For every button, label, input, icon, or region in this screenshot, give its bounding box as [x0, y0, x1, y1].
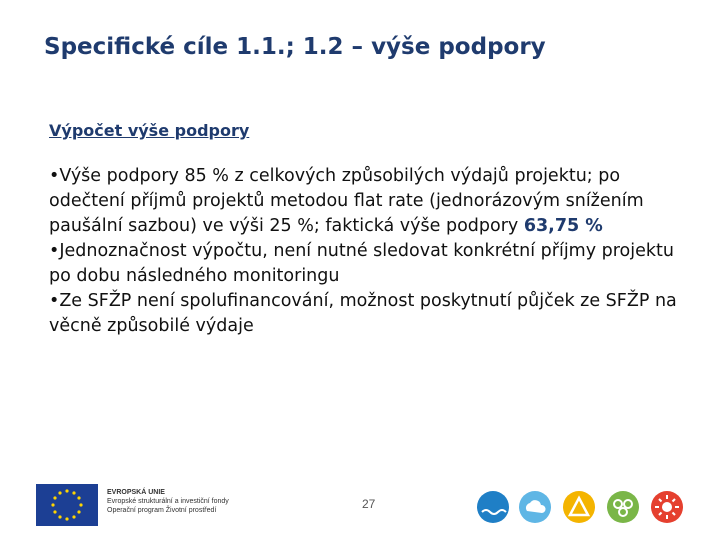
bullet-text: •Výše podpory 85 % z celkových způsobilých výdajů projektu; po odečtení příjmů projektů metodou flat rate (jednorázovým snížením paušální sazbou) ve výši 25 %; faktická výše podpory [49, 166, 644, 236]
slide-title: Specifické cíle 1.1.; 1.2 – výše podpory [44, 34, 546, 60]
eu-caption-line: EVROPSKÁ UNIE [107, 489, 165, 496]
eu-caption [107, 488, 229, 515]
eu-flag-icon [36, 484, 98, 526]
water-drop-icon [476, 490, 510, 524]
sun-icon [650, 490, 684, 524]
cloud-icon [518, 490, 552, 524]
eu-caption-line: Evropské strukturální a investiční fondy [107, 498, 229, 505]
tree-icon [606, 490, 640, 524]
bullet-item: •Ze SFŽP není spolufinancování, možnost poskytnutí půjček ze SFŽP na věcně způsobilé výdaje [49, 291, 677, 336]
bullet-item [49, 164, 679, 239]
page-number: 27 [362, 497, 376, 511]
eu-caption-line: Operační program Životní prostředí [107, 507, 217, 514]
highlight-value: 63,75 % [523, 216, 603, 236]
bullet-list [49, 164, 679, 339]
slide-subtitle: Výpočet výše podpory [49, 121, 250, 140]
triangle-icon [562, 490, 596, 524]
bullet-item: •Jednoznačnost výpočtu, není nutné sledovat konkrétní příjmy projektu po dobu následného monitoringu [49, 241, 674, 286]
